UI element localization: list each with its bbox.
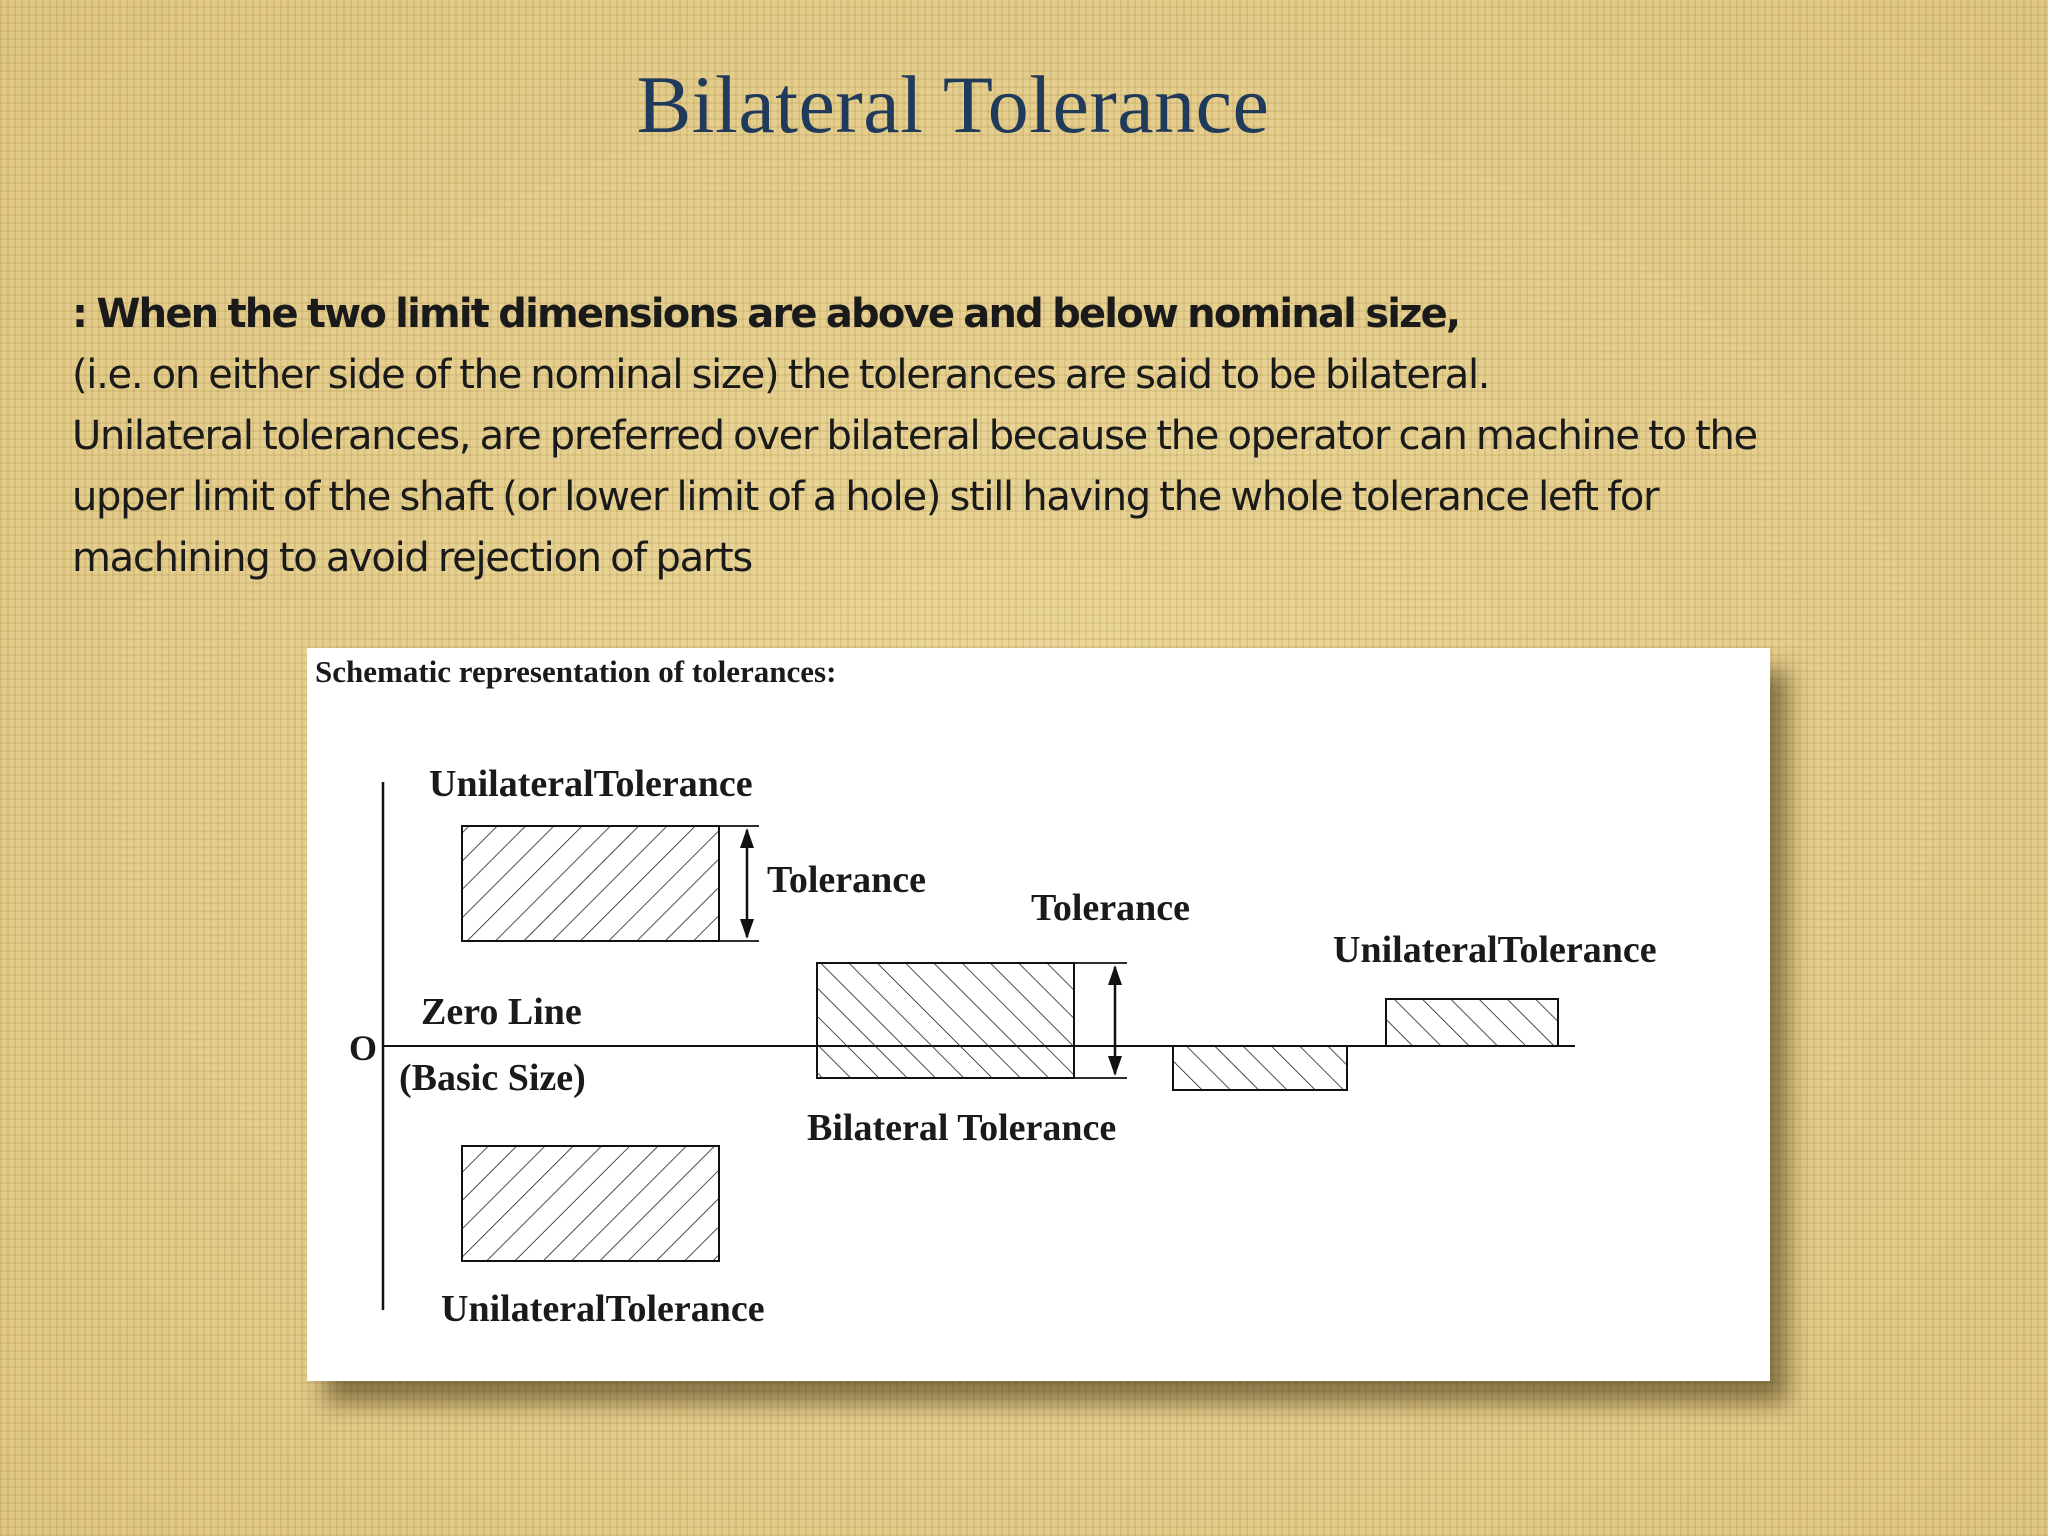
zero-line-label: Zero Line xyxy=(421,991,582,1033)
unilateral-above-zero-block xyxy=(1386,999,1558,1046)
slide-body-text xyxy=(72,284,1992,589)
unilateral-bottom-block xyxy=(462,1146,719,1261)
origin-label: O xyxy=(349,1028,378,1068)
unilateral-below-zero-block xyxy=(1173,1046,1347,1090)
top-tolerance-arrow-up xyxy=(740,828,754,848)
unilateral-bottom-label: UnilateralTolerance xyxy=(441,1288,765,1330)
unilateral-top-label: UnilateralTolerance xyxy=(429,763,753,805)
basic-size-label: (Basic Size) xyxy=(399,1057,586,1099)
diagram-heading: Schematic representation of tolerances: xyxy=(315,654,837,689)
unilateral-right-label: UnilateralTolerance xyxy=(1333,929,1657,971)
bilateral-arrow-down xyxy=(1108,1056,1122,1076)
body-line-2: (i.e. on either side of the nominal size) the tolerances are said to be bilateral. xyxy=(72,352,1490,398)
unilateral-top-block xyxy=(462,826,719,941)
tolerance-schematic-svg xyxy=(307,648,1770,1381)
body-line-5: machining to avoid rejection of parts xyxy=(72,535,752,581)
tolerance-label-top: Tolerance xyxy=(767,859,927,901)
body-line-definition: : When the two limit dimensions are above and below nominal size, xyxy=(72,291,1460,337)
slide-title: Bilateral Tolerance xyxy=(636,59,1270,150)
body-line-4: upper limit of the shaft (or lower limit of a hole) still having the whole tolerance left for xyxy=(72,474,1659,520)
body-line-3: Unilateral tolerances, are preferred over bilateral because the operator can machine to the xyxy=(72,413,1757,459)
bilateral-arrow-up xyxy=(1108,965,1122,985)
tolerance-label-bilateral: Tolerance xyxy=(1031,887,1191,929)
bilateral-tolerance-label: Bilateral Tolerance xyxy=(807,1107,1117,1149)
bilateral-block xyxy=(817,963,1074,1078)
top-tolerance-arrow-down xyxy=(740,919,754,939)
tolerance-schematic-figure xyxy=(307,648,1770,1381)
